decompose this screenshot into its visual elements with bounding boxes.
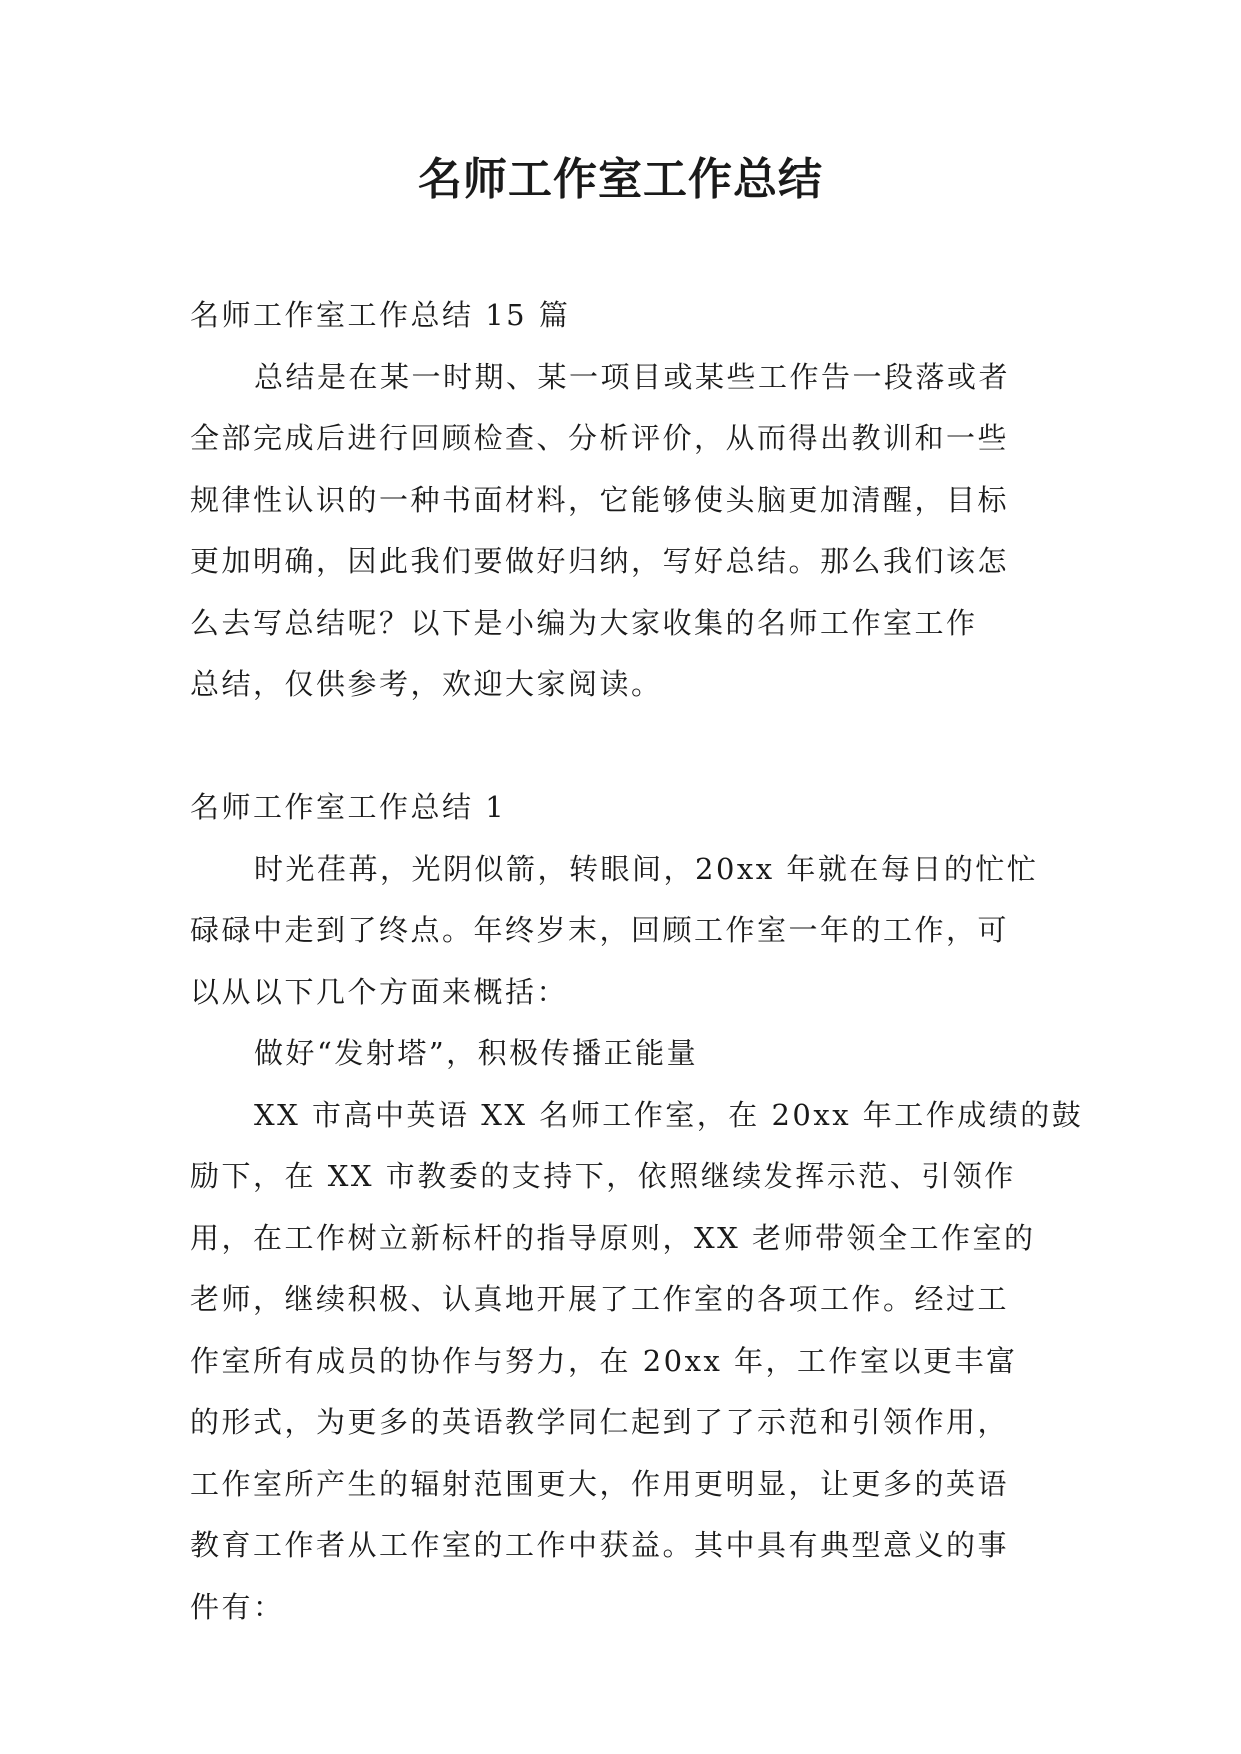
intro-line: 规律性认识的一种书面材料，它能够使头脑更加清醒，目标 [190,482,1010,517]
paragraph-line: 工作室所产生的辐射范围更大，作用更明显，让更多的英语 [190,1466,1010,1501]
section-spacer [190,716,1050,778]
intro-paragraph [190,347,1050,716]
paragraph-line: 以从以下几个方面来概括： [190,974,569,1009]
paragraph-line: XX 市高中英语 XX 名师工作室，在 20xx 年工作成绩的鼓 [254,1097,1084,1132]
section1-paragraph-2 [190,1085,1084,1639]
paragraph-line: 件有： [190,1589,285,1624]
paragraph-line: 作室所有成员的协作与努力，在 20xx 年，工作室以更丰富 [190,1343,1018,1378]
paragraph-line: 碌碌中走到了终点。年终岁末，回顾工作室一年的工作，可 [190,913,1010,947]
paragraph-line: 的形式，为更多的英语教学同仁起到了了示范和引领作用， [190,1405,1010,1439]
intro-line: 总结，仅供参考，欢迎大家阅读。 [190,667,663,701]
intro-line: 全部完成后进行回顾检查、分析评价，从而得出教训和一些 [190,421,1010,455]
document-body [190,285,1084,1638]
section-heading: 名师工作室工作总结 1 [190,790,507,824]
document-subtitle: 名师工作室工作总结 15 篇 [190,298,571,332]
paragraph-line: 励下，在 XX 市教委的支持下，依照继续发挥示范、引领作 [190,1159,1016,1193]
intro-line: 么去写总结呢？以下是小编为大家收集的名师工作室工作 [190,605,978,640]
document-title: 名师工作室工作总结 [418,154,823,205]
paragraph-line: 时光荏苒，光阴似箭，转眼间，20xx 年就在每日的忙忙 [254,851,1039,886]
paragraph-line: 教育工作者从工作室的工作中获益。其中具有典型意义的事 [190,1528,1010,1562]
intro-line: 总结是在某一时期、某一项目或某些工作告一段落或者 [254,359,1011,394]
intro-line: 更加明确，因此我们要做好归纳，写好总结。那么我们该怎 [190,544,1010,578]
paragraph-line: 用，在工作树立新标杆的指导原则，XX 老师带领全工作室的 [190,1220,1036,1255]
section1-paragraph-1 [190,839,1050,1024]
paragraph-line: 老师，继续积极、认真地开展了工作室的各项工作。经过工 [190,1282,1010,1316]
section-subheading: 做好“发射塔”，积极传播正能量 [254,1036,699,1070]
